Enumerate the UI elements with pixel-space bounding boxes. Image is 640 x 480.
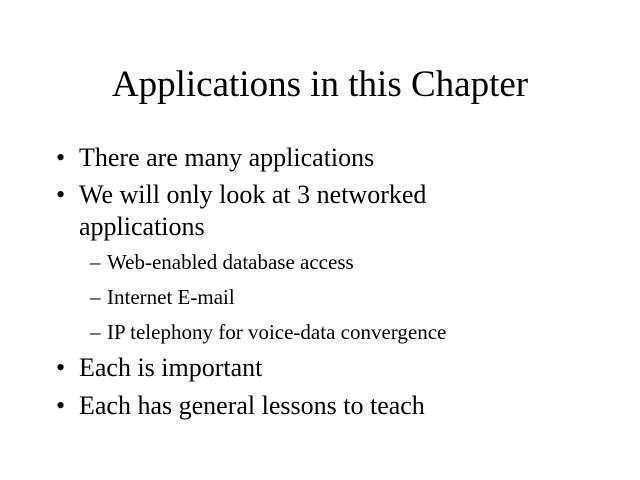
bullet-icon: •: [56, 180, 66, 209]
bullet-icon: •: [56, 391, 66, 420]
bullet-item: [56, 352, 616, 384]
bullet-item: [56, 142, 616, 174]
dash-icon: –: [90, 285, 101, 309]
dash-icon: –: [90, 320, 101, 344]
slide-title: Applications in this Chapter: [111, 64, 529, 105]
sub-bullet-text: IP telephony for voice-data convergence: [107, 320, 447, 344]
bullet-item: [56, 179, 616, 243]
sub-bullet-text: Internet E-mail: [107, 285, 235, 309]
bullet-text: There are many applications: [79, 143, 375, 172]
bullet-item: [56, 390, 616, 422]
dash-icon: –: [90, 250, 101, 274]
bullet-icon: •: [56, 353, 66, 382]
sub-bullet-text: Web-enabled database access: [107, 250, 354, 274]
bullet-text: Each has general lessons to teach: [79, 391, 425, 420]
bullet-text: Each is important: [79, 353, 263, 382]
bullet-icon: •: [56, 143, 66, 172]
bullet-text: We will only look at 3 networked applications: [79, 180, 427, 241]
